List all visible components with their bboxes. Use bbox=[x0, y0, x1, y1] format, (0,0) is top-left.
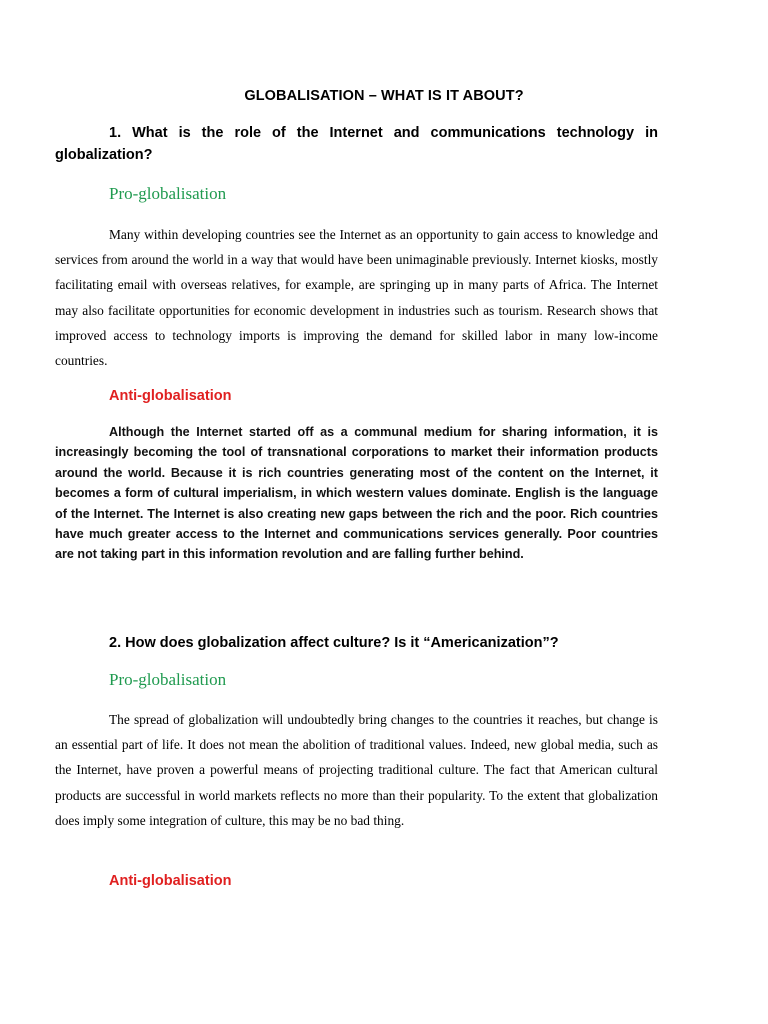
pro-paragraph-2: The spread of globalization will undoubtedly bring changes to the countries it reaches, but change is an essential part of life. It does not mean the abolition of traditional values. Indeed, new global media, such as the Internet, have proven a powerful means of projecting traditional culture. The fact that American cultural products are successful in world markets reflects no more than their popularity. To the extent that globalization does imply some integration of culture, this may be no bad thing. bbox=[55, 712, 658, 828]
document-title: GLOBALISATION – WHAT IS IT ABOUT? bbox=[244, 88, 524, 104]
anti-heading-1: Anti-globalisation bbox=[109, 388, 232, 404]
question-1: 1. What is the role of the Internet and communications technology in globalization? bbox=[55, 125, 658, 163]
pro-heading-1: Pro-globalisation bbox=[109, 184, 227, 203]
question-2: 2. How does globalization affect culture? Is it “Americanization”? bbox=[109, 635, 559, 651]
anti-paragraph-1: Although the Internet started off as a communal medium for sharing information, it is increasingly becoming the tool of transnational corporations to market their information products around the world. Because it is rich countries generating most of the content on the Internet, it becomes a form of cultural imperialism, in which western values dominate. English is the language of the Internet. The Internet is also creating new gaps between the rich and the poor. Rich countries have much greater access to the Internet and communications services generally. Poor countries are not taking part in this information revolution and are falling further behind. bbox=[55, 425, 658, 562]
anti-heading-2: Anti-globalisation bbox=[109, 873, 232, 889]
pro-heading-2: Pro-globalisation bbox=[109, 670, 227, 689]
pro-paragraph-1: Many within developing countries see the Internet as an opportunity to gain access to knowledge and services from around the world in a way that would have been unimaginable previously. Internet kiosks, mostly facilitating email with overseas relatives, for example, are springing up in many parts of Africa. The Internet may also facilitate opportunities for economic development in industries such as tourism. Research shows that improved access to technology imports is improving the demand for skilled labor in many low-income countries. bbox=[55, 227, 658, 369]
